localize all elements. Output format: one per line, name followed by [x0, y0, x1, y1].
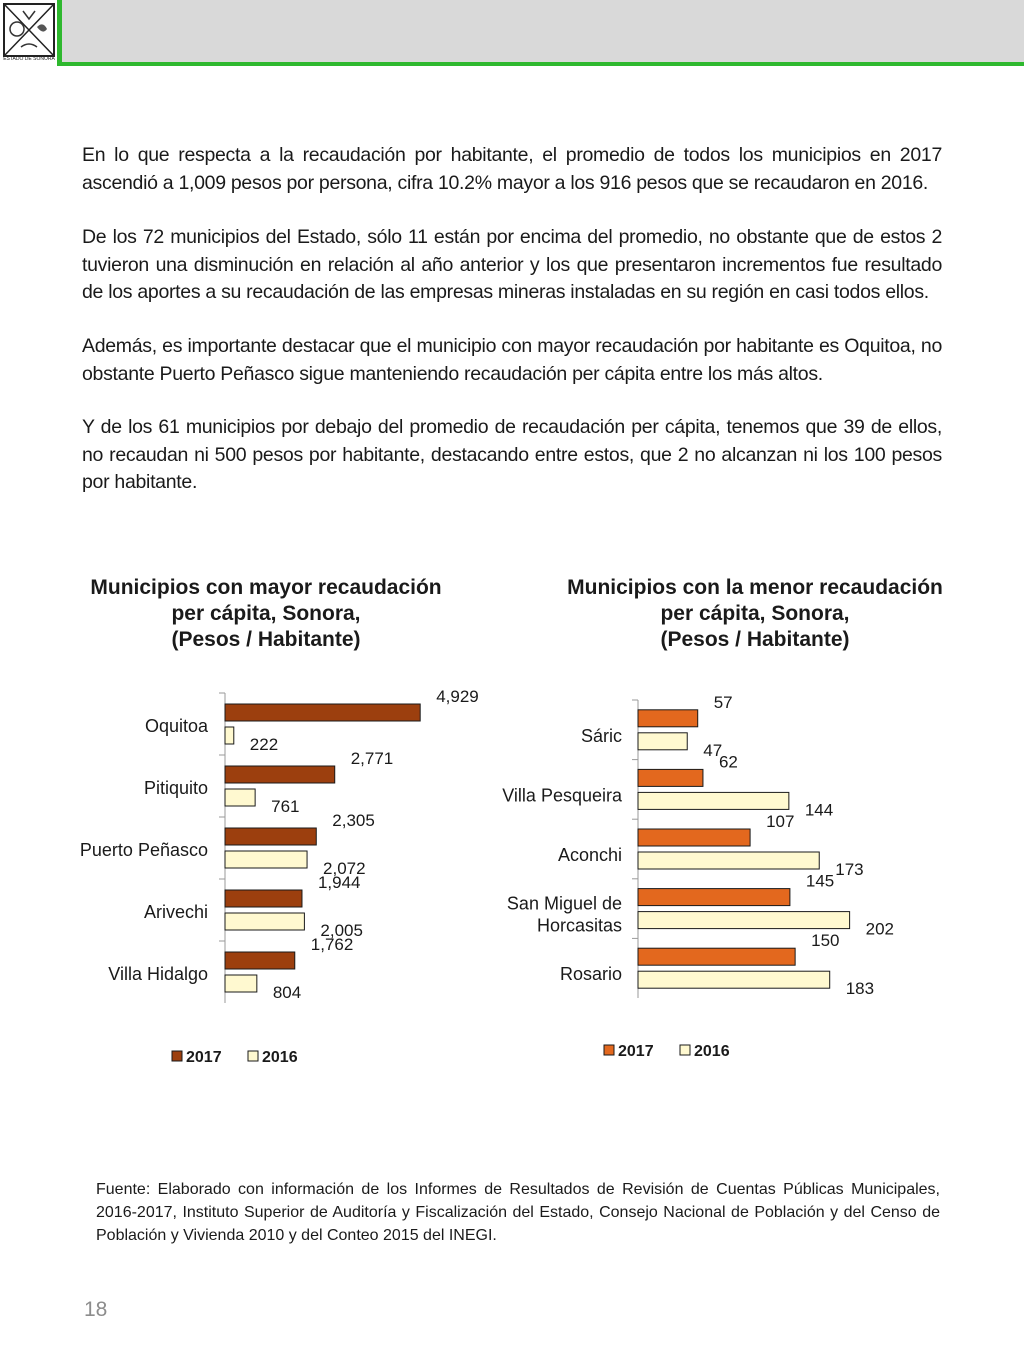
data-label-2017: 57 — [713, 692, 733, 712]
chart-right-title-line: per cápita, Sonora, — [660, 602, 850, 625]
chart-right-title — [545, 575, 965, 653]
data-label-2017: 1,944 — [317, 873, 361, 892]
bar-2016 — [638, 852, 819, 869]
bar-2016 — [638, 733, 687, 750]
data-label-2017: 62 — [718, 752, 738, 772]
legend-label-2016: 2016 — [694, 1043, 730, 1060]
data-label-2017: 150 — [811, 931, 840, 951]
category-label: Sáric — [580, 725, 622, 746]
data-label-2016: 2,005 — [320, 921, 363, 940]
state-logo — [0, 0, 62, 66]
chart-right-title-line: (Pesos / Habitante) — [660, 628, 850, 651]
chart-left-title-line: per cápita, Sonora, — [171, 602, 361, 625]
category-label: Villa Pesqueira — [502, 785, 622, 806]
chart-left-title — [66, 575, 466, 653]
header-bar — [0, 0, 1024, 66]
data-label-2017: 145 — [805, 871, 835, 891]
data-label-2016: 804 — [272, 983, 302, 1002]
bar-2017 — [638, 829, 750, 846]
bar-2017 — [225, 766, 335, 783]
data-label-2017: 2,771 — [350, 749, 394, 768]
bar-2016 — [638, 912, 850, 929]
logo-caption: ESTADO DE SONORA — [3, 56, 55, 61]
data-label-2016: 2,072 — [323, 859, 366, 878]
legend-swatch-2016 — [248, 1051, 258, 1061]
bar-2017 — [638, 710, 698, 727]
legend-swatch-2016 — [680, 1045, 690, 1055]
legend-swatch-2017 — [172, 1051, 182, 1061]
paragraph-4: Y de los 61 municipios por debajo del promedio de recaudación per cápita, tenemos que 39 de ellos, no recaudan ni 500 pesos por habitante, destacando entre estos, que 2 no alcanzan ni los 100 pesos por habitante. — [82, 416, 942, 493]
bar-2017 — [638, 769, 703, 786]
category-label: Pitiquito — [143, 778, 208, 798]
bar-2017 — [638, 948, 795, 965]
bar-2017 — [638, 889, 790, 906]
bar-2017 — [225, 890, 302, 907]
data-label-2017: 107 — [766, 812, 795, 831]
category-label: Aconchi — [557, 845, 622, 865]
bar-2016 — [225, 789, 255, 806]
chart-left-title-line: (Pesos / Habitante) — [171, 628, 361, 651]
bar-2017 — [225, 704, 420, 721]
bar-2016 — [225, 727, 234, 744]
paragraph-1: En lo que respecta a la recaudación por habitante, el promedio de todos los municipios en 2017 ascendió a 1,009 pesos por persona, cifra 10.2% mayor a los 916 pesos que se recaudaron en 2016. — [82, 144, 942, 194]
legend-label-2017: 2017 — [186, 1049, 222, 1066]
data-label-2017: 1,762 — [310, 935, 354, 954]
data-label-2016: 144 — [804, 800, 834, 820]
legend-swatch-2017 — [604, 1045, 614, 1055]
data-label-2016: 173 — [835, 860, 864, 879]
legend-label-2016: 2016 — [262, 1049, 298, 1066]
data-label-2016: 761 — [271, 797, 300, 816]
chart-right-title-line: Municipios con la menor recaudación — [567, 576, 943, 599]
data-label-2016: 47 — [703, 740, 723, 760]
category-label: Arivechi — [143, 902, 208, 922]
category-label: Horcasitas — [536, 915, 622, 936]
category-label: Villa Hidalgo — [108, 964, 208, 984]
bar-2016 — [225, 913, 304, 930]
source-note: Fuente: Elaborado con información de los Informes de Resultados de Revisión de Cuentas Públicas Municipales, 2016-2017, Instituto Superior de Auditoría y Fiscalización del Estado, Consejo Nacional de Población y del Censo de Población y Vivienda 2010 y del Conteo 2015 del INEGI. — [96, 1181, 940, 1244]
bar-2017 — [225, 952, 295, 969]
bar-2016 — [638, 792, 789, 809]
category-label: Puerto Peñasco — [79, 840, 208, 860]
chart-right — [490, 680, 1024, 1080]
chart-left-title-line: Municipios con mayor recaudación — [90, 576, 442, 599]
data-label-2016: 183 — [845, 979, 875, 999]
bar-2016 — [225, 975, 257, 992]
chart-left — [0, 680, 512, 1080]
bar-2016 — [225, 851, 307, 868]
data-label-2016: 202 — [865, 919, 894, 939]
page-number: 18 — [84, 1298, 108, 1321]
bar-2016 — [638, 971, 830, 988]
legend-label-2017: 2017 — [618, 1043, 654, 1060]
bar-2017 — [225, 828, 316, 845]
category-label: Oquitoa — [144, 716, 208, 736]
category-label: San Miguel de — [506, 893, 622, 914]
paragraph-2: De los 72 municipios del Estado, sólo 11 están por encima del promedio, no obstante que de estos 2 tuvieron una disminución en relación al año anterior y los que presentaron incrementos fue resultado de los aportes a su recaudación de las empresas mineras instaladas en su región en casi todos ellos. — [82, 226, 942, 303]
data-label-2017: 4,929 — [436, 687, 479, 706]
category-label: Rosario — [559, 964, 622, 985]
paragraph-3: Además, es importante destacar que el municipio con mayor recaudación por habitante es Oquitoa, no obstante Puerto Peñasco sigue manteniendo recaudación per cápita entre los más altos. — [82, 335, 942, 385]
data-label-2017: 2,305 — [332, 811, 375, 830]
data-label-2016: 222 — [249, 735, 279, 754]
